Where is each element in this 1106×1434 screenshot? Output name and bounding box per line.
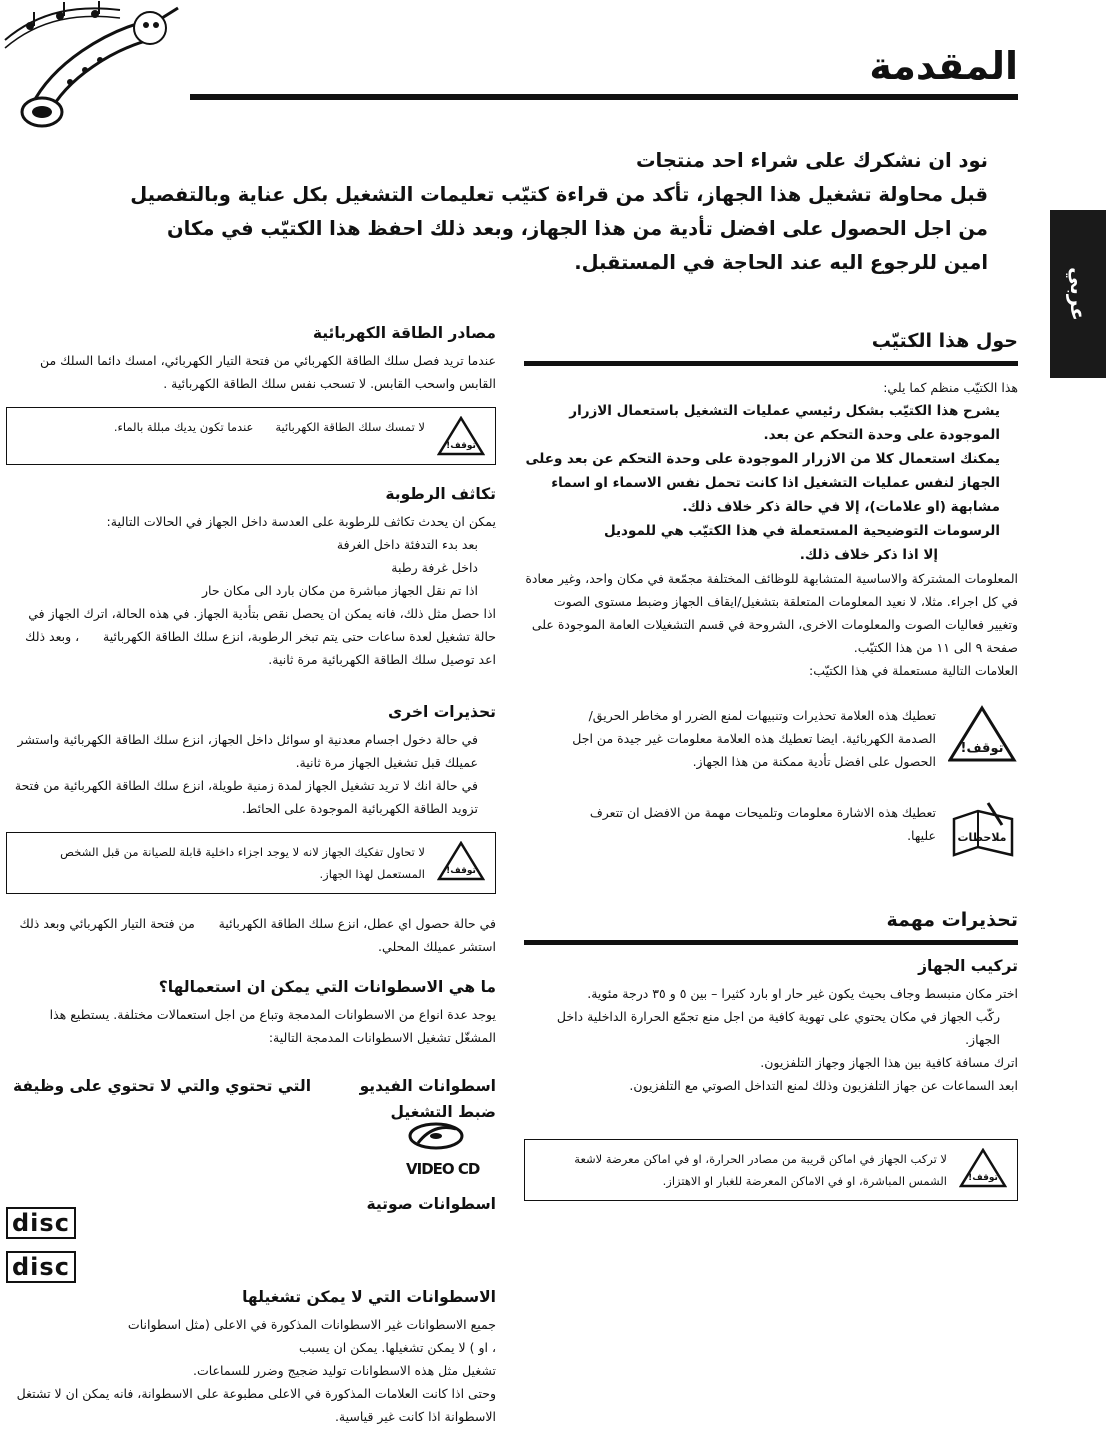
- power-text-end: .: [163, 376, 168, 391]
- condensation-body-end: ، وبعد ذلك اعد توصيل سلك الطاقة الكهربائية مرة ثانية.: [25, 629, 496, 667]
- notes-mark-row: [524, 801, 1018, 861]
- caution-icon: [437, 416, 485, 456]
- install-title: تركيب الجهاز: [918, 957, 1018, 975]
- caution-description: تعطيك هذه العلامة تحذيرات وتنبيهات لمنع الضرر او مخاطر الحريق/الصدمة الكهربائية. ايضا تعطيك هذه العلامة معلومات غير جيدة من اجل الحصول على افضل تأدية ممكنة من هذا الجهاز.: [572, 708, 936, 769]
- cannot-text: جميع الاسطوانات غير الاسطوانات المذكورة في الاعلى (مثل اسطوانات: [127, 1317, 496, 1332]
- other-title: تحذيرات اخرى: [387, 703, 496, 721]
- video-cd-logo-icon: [406, 1121, 466, 1151]
- intro: [128, 144, 988, 280]
- install-item: ابعد السماعات عن جهاز التلفزيون وذلك لمنع التداخل الصوتي مع التلفزيون.: [629, 1078, 1018, 1093]
- caution-icon-label: توقف!: [960, 741, 1004, 756]
- audio-heading: اسطوانات صوتية: [366, 1195, 496, 1213]
- cannot-text: تشغيل مثل هذه الاسطوانات توليد ضجيج وضرر للسماعات.: [193, 1363, 496, 1378]
- condensation-item: بعد بدء التدفئة داخل الغرفة: [336, 537, 478, 552]
- install-item: ركّب الجهاز في مكان يحتوي على تهوية كافية من اجل منع تجمّع الحرارة الداخلية داخل الجهاز.: [556, 1009, 1000, 1047]
- fault-text-mid: من فتحة التيار: [121, 916, 195, 931]
- install-item: اختر مكان منبسط وجاف بحيث يكون غير حار او بارد كثيرا – بين ٥ و ٣٥ درجة مئوية.: [587, 986, 1018, 1001]
- other-warning-box: [6, 832, 496, 894]
- cannot-title: الاسطوانات التي لا يمكن تشغيلها: [242, 1288, 496, 1306]
- about-title: حول هذا الكتيّب: [871, 330, 1018, 352]
- marks-intro: العلامات التالية مستعملة في هذا الكتيّب:: [808, 663, 1018, 678]
- about-lead: هذا الكتيّب منظم كما يلي:: [883, 380, 1018, 395]
- about-body: المعلومات المشتركة والاساسية المتشابهة للوظائف المختلفة مجمّعة في مكان واحد، وغير معادة في كل اجراء. مثلا، لا نعيد المعلومات المتعلقة بتشغيل/ايقاف الجهاز وضبط مستوى الصوت وتغيير فعاليات الصوت والمعلومات الاخرى، الشروحة في قسم التشغيلات العامة الموجودة على صفحة ٩ الى ١١ من هذا الكتيّب.: [525, 571, 1018, 655]
- video-cd-logo: [406, 1121, 496, 1181]
- intro-paragraph: قبل محاولة تشغيل هذا الجهاز، تأكد من قراءة كتيّب تعليمات التشغيل بكل عناية وبالتفصيل من اجل الحصول على افضل تأدية من هذا الجهاز، وبعد ذلك احفظ هذا الكتيّب في مكان امين للرجوع اليه عند الحاجة في المستقبل.: [130, 183, 988, 274]
- language-tab: [1050, 210, 1106, 378]
- power-warning-text-2: عندما تكون يديك مبللة بالماء.: [113, 420, 254, 434]
- power-text: عندما تريد فصل سلك الطاقة الكهربائي من فتحة التيار الكهربائي، امسك دائما السلك من القابس واسحب القابس. لا تسحب نفس سلك الطاقة الكهربائية: [39, 353, 496, 391]
- notes-icon: [948, 801, 1018, 861]
- disc-logo-text: disc: [6, 1207, 76, 1239]
- about-rule: [524, 361, 1018, 366]
- install-warning-text: لا تركب الجهاز في اماكن قريبة من مصادر الحرارة، او في اماكن معرضة لاشعة الشمس المباشرة، او في الاماكن المعرضة للغبار او الاهتزاز.: [574, 1152, 947, 1188]
- caution-mark-row: [524, 704, 1018, 773]
- condensation-item: داخل غرفة رطبة: [391, 560, 478, 575]
- notes-icon-label: ملاحظات: [957, 831, 1007, 844]
- about-bullet: يمكنك استعمال كلا من الازرار الموجودة على وحدة التحكم عن بعد وعلى الجهاز لنفس عمليات التشغيل اذا كانت تحمل نفس الاسماء او اسماء مشابهة (او علامات)، إلا في حالة ذكر خلاف ذلك.: [525, 451, 1000, 515]
- disc-logo-text: disc: [6, 1251, 76, 1283]
- power-title: مصادر الطاقة الكهربائية: [312, 324, 496, 342]
- condensation-item: اذا تم نقل الجهاز مباشرة من مكان بارد الى مكان حار: [201, 583, 478, 598]
- power-warning-text: لا تمسك سلك الطاقة الكهربائية: [275, 420, 425, 434]
- discs-title: ما هي الاسطوانات التي يمكن ان استعمالها؟: [158, 978, 496, 996]
- important-rule: [524, 940, 1018, 945]
- about-bullet: إلا اذا ذكر خلاف ذلك.: [799, 547, 938, 563]
- other-item: في حالة انك لا تريد تشغيل الجهاز لمدة زمنية طويلة، انزع سلك الطاقة الكهربائية من فتحة تزويد الطاقة الكهربائية الموجودة على الحائط.: [14, 778, 478, 816]
- about-bullet: الرسومات التوضيحية المستعملة في هذا الكتيّب هي للموديل: [603, 523, 1000, 539]
- other-warning-text: لا تحاول تفكيك الجهاز لانه لا يوجد اجزاء داخلية قابلة للصيانة من قبل الشخص المستعمل لهذا الجهاز.: [60, 845, 425, 881]
- title-rule: [190, 94, 1018, 100]
- caution-icon: [959, 1148, 1007, 1188]
- left-column: [6, 322, 496, 1428]
- page-title: المقدمة: [869, 44, 1018, 88]
- caution-icon-label: توقف!: [968, 1173, 998, 1183]
- notes-description: تعطيك هذه الاشارة معلومات وتلميحات مهمة من الافضل ان تتعرف عليها.: [589, 805, 936, 843]
- cannot-text: ، او ) لا يمكن تشغيلها. يمكن ان يسبب: [298, 1340, 496, 1355]
- right-column: [524, 330, 1018, 1201]
- install-item: اترك مسافة كافية بين هذا الجهاز وجهاز التلفزيون.: [760, 1055, 1018, 1070]
- fault-text: في حالة حصول اي عطل، انزع سلك الطاقة الكهربائية: [218, 916, 496, 931]
- discs-lead: يوجد عدة انواع من الاسطوانات المدمجة وتباع من اجل استعمالات مختلفة. يستطيع هذا المشغّل تشغيل الاسطوانات المدمجة التالية:: [49, 1007, 496, 1045]
- video-cd-logo-text: VIDEO CD: [406, 1160, 480, 1178]
- video-cd-heading: اسطوانات الفيديو: [359, 1077, 496, 1095]
- language-tab-label: عربي: [1066, 267, 1091, 321]
- fault-text-end: الكهربائي وبعد ذلك استشر عميلك المحلي.: [19, 916, 496, 954]
- condensation-lead: يمكن ان يحدث تكاثف للرطوبة على العدسة داخل الجهاز في الحالات التالية:: [106, 514, 496, 529]
- caution-icon-label: توقف!: [446, 441, 476, 451]
- condensation-title: تكاثف الرطوبة: [385, 485, 496, 503]
- cannot-text: وحتى اذا كانت العلامات المذكورة في الاعلى مطبوعة على الاسطوانة، فانه يمكن ان لا تشتغل الاسطوانة اذا كانت غير قياسية.: [16, 1386, 496, 1424]
- caution-icon: [437, 841, 485, 881]
- video-cd-heading-2: التي تحتوي والتي لا تحتوي على وظيفة ضبط التشغيل: [12, 1077, 496, 1121]
- other-item: في حالة دخول اجسام معدنية او سوائل داخل الجهاز، انزع سلك الطاقة الكهربائية واستشر عميلك قبل تشغيل الجهاز مرة ثانية.: [17, 732, 478, 770]
- audio-disc-logo: [6, 1253, 496, 1282]
- intro-thanks: نود ان نشكرك على شراء احد منتجات: [635, 149, 988, 172]
- caution-icon-label: توقف!: [446, 866, 476, 876]
- caution-icon: [948, 704, 1018, 764]
- important-title: تحذيرات مهمة: [886, 909, 1018, 931]
- saxophone-illustration-icon: [0, 0, 190, 140]
- about-bullet: يشرح هذا الكتيّب بشكل رئيسي عمليات التشغيل باستعمال الازرار الموجودة على وحدة التحكم عن بعد.: [569, 403, 1000, 443]
- install-warning-box: [524, 1139, 1018, 1201]
- condensation-body: اذا حصل مثل ذلك، فانه يمكن ان يحصل نقص بتأدية الجهاز. في هذه الحالة، اترك الجهاز في حالة تشغيل لعدة ساعات حتى يتم تبخر الرطوبة، انزع سلك الطاقة الكهربائية: [28, 606, 496, 644]
- power-warning-box: [6, 407, 496, 465]
